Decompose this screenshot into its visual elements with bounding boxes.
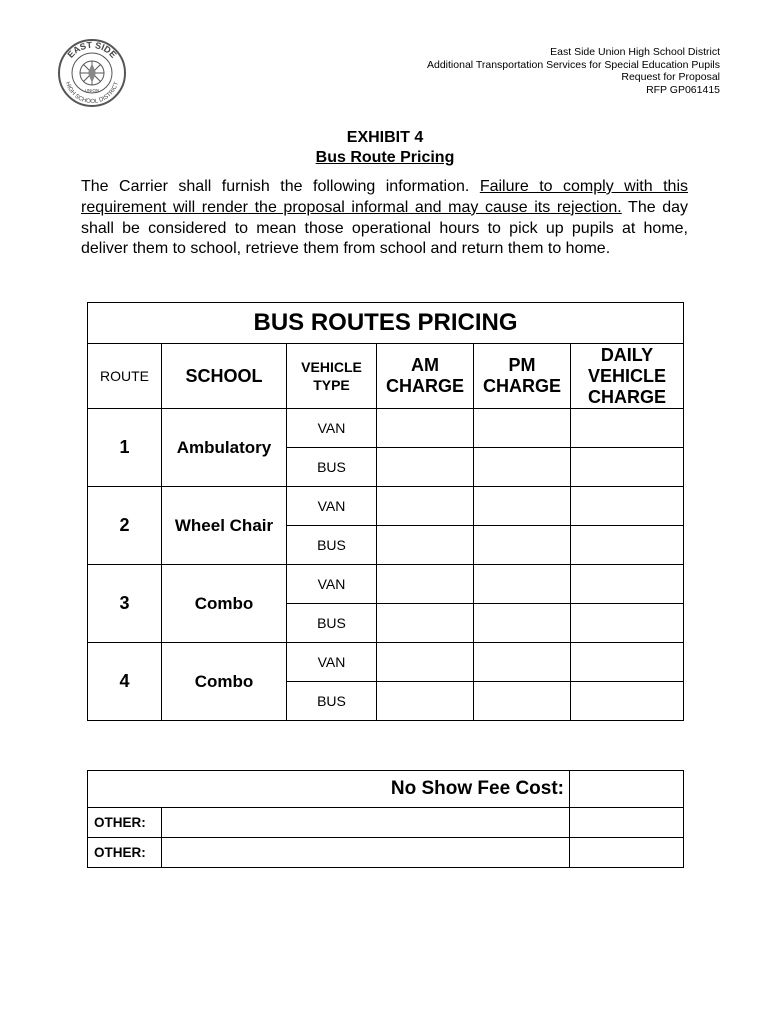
header-line: Additional Transportation Services for Special Education Pupils bbox=[427, 58, 720, 71]
daily-charge-field[interactable] bbox=[571, 682, 684, 721]
daily-charge-field[interactable] bbox=[571, 409, 684, 448]
exhibit-title: EXHIBIT 4 bbox=[346, 129, 424, 146]
pm-charge-field[interactable] bbox=[474, 682, 571, 721]
header-text: VEHICLE bbox=[301, 359, 362, 375]
other-row bbox=[88, 808, 684, 838]
vehicle-type-cell: VAN bbox=[287, 487, 377, 526]
bus-routes-pricing-table bbox=[87, 302, 684, 721]
table-row bbox=[88, 565, 684, 604]
header-line: RFP GP061415 bbox=[646, 83, 720, 96]
am-charge-field[interactable] bbox=[377, 682, 474, 721]
am-charge-field[interactable] bbox=[377, 526, 474, 565]
route-school: Wheel Chair bbox=[162, 487, 287, 565]
vehicle-type-cell: VAN bbox=[287, 565, 377, 604]
svg-text:EAST SIDE: EAST SIDE bbox=[65, 39, 119, 60]
no-show-fee-field[interactable] bbox=[570, 771, 684, 808]
header-text: PM bbox=[508, 355, 536, 375]
no-show-fee-label: No Show Fee Cost: bbox=[88, 771, 570, 808]
svg-text:UNION: UNION bbox=[84, 88, 100, 93]
route-number: 4 bbox=[88, 643, 162, 721]
vehicle-type-cell: VAN bbox=[287, 643, 377, 682]
am-charge-field[interactable] bbox=[377, 604, 474, 643]
header-text: TYPE bbox=[313, 377, 350, 393]
vehicle-type-cell: BUS bbox=[287, 604, 377, 643]
daily-charge-field[interactable] bbox=[571, 604, 684, 643]
other-label: OTHER: bbox=[88, 808, 162, 838]
vehicle-type-cell: BUS bbox=[287, 526, 377, 565]
route-school: Ambulatory bbox=[162, 409, 287, 487]
district-seal-icon bbox=[57, 38, 127, 108]
exhibit-subtitle: Bus Route Pricing bbox=[315, 149, 455, 166]
no-show-row bbox=[88, 771, 684, 808]
header-school: SCHOOL bbox=[162, 344, 287, 409]
am-charge-field[interactable] bbox=[377, 487, 474, 526]
header-text: VEHICLE bbox=[587, 365, 666, 386]
header-pm-charge bbox=[474, 344, 571, 409]
no-show-fee-table bbox=[87, 770, 684, 868]
pm-charge-field[interactable] bbox=[474, 526, 571, 565]
table-header-row bbox=[88, 344, 684, 409]
header-route: ROUTE bbox=[88, 344, 162, 409]
table-row bbox=[88, 409, 684, 448]
other-cost-field[interactable] bbox=[570, 838, 684, 868]
table-row bbox=[88, 643, 684, 682]
header-text: CHARGE bbox=[587, 386, 666, 407]
other-row bbox=[88, 838, 684, 868]
am-charge-field[interactable] bbox=[377, 448, 474, 487]
header-text: DAILY bbox=[600, 344, 654, 365]
am-charge-field[interactable] bbox=[377, 409, 474, 448]
am-charge-field[interactable] bbox=[377, 565, 474, 604]
intro-text: The Carrier shall furnish the following information. bbox=[81, 178, 480, 195]
table-title: BUS ROUTES PRICING bbox=[88, 303, 684, 344]
header-text: CHARGE bbox=[385, 376, 464, 396]
vehicle-type-cell: BUS bbox=[287, 682, 377, 721]
header-daily-vehicle-charge bbox=[571, 344, 684, 409]
other-label: OTHER: bbox=[88, 838, 162, 868]
route-number: 3 bbox=[88, 565, 162, 643]
daily-charge-field[interactable] bbox=[571, 565, 684, 604]
header-line: East Side Union High School District bbox=[550, 46, 720, 58]
daily-charge-field[interactable] bbox=[571, 487, 684, 526]
daily-charge-field[interactable] bbox=[571, 448, 684, 487]
am-charge-field[interactable] bbox=[377, 643, 474, 682]
intro-warning-text: Failure to comply with this requirement will render the proposal informal and may cause its rejection. bbox=[81, 178, 688, 216]
daily-charge-field[interactable] bbox=[571, 526, 684, 565]
pm-charge-field[interactable] bbox=[474, 409, 571, 448]
pm-charge-field[interactable] bbox=[474, 487, 571, 526]
route-number: 1 bbox=[88, 409, 162, 487]
svg-text:HIGH SCHOOL DISTRICT: HIGH SCHOOL DISTRICT bbox=[63, 81, 121, 106]
header-am-charge bbox=[377, 344, 474, 409]
other-description-field[interactable] bbox=[162, 808, 570, 838]
pm-charge-field[interactable] bbox=[474, 643, 571, 682]
header-vehicle-type bbox=[287, 344, 377, 409]
intro-paragraph bbox=[81, 177, 688, 260]
pm-charge-field[interactable] bbox=[474, 448, 571, 487]
other-description-field[interactable] bbox=[162, 838, 570, 868]
header-text: CHARGE bbox=[482, 376, 561, 396]
other-cost-field[interactable] bbox=[570, 808, 684, 838]
exhibit-heading bbox=[0, 128, 770, 168]
vehicle-type-cell: VAN bbox=[287, 409, 377, 448]
pm-charge-field[interactable] bbox=[474, 565, 571, 604]
table-row bbox=[88, 487, 684, 526]
header-line: Request for Proposal bbox=[621, 71, 720, 84]
route-school: Combo bbox=[162, 643, 287, 721]
daily-charge-field[interactable] bbox=[571, 643, 684, 682]
intro-text: The day shall be considered to mean those operational hours to pick up pupils at home, deliver them to school, retrieve them from school and return them to home. bbox=[81, 198, 689, 258]
header-text: AM bbox=[411, 355, 439, 375]
vehicle-type-cell: BUS bbox=[287, 448, 377, 487]
document-header bbox=[427, 46, 720, 96]
pm-charge-field[interactable] bbox=[474, 604, 571, 643]
route-number: 2 bbox=[88, 487, 162, 565]
route-school: Combo bbox=[162, 565, 287, 643]
